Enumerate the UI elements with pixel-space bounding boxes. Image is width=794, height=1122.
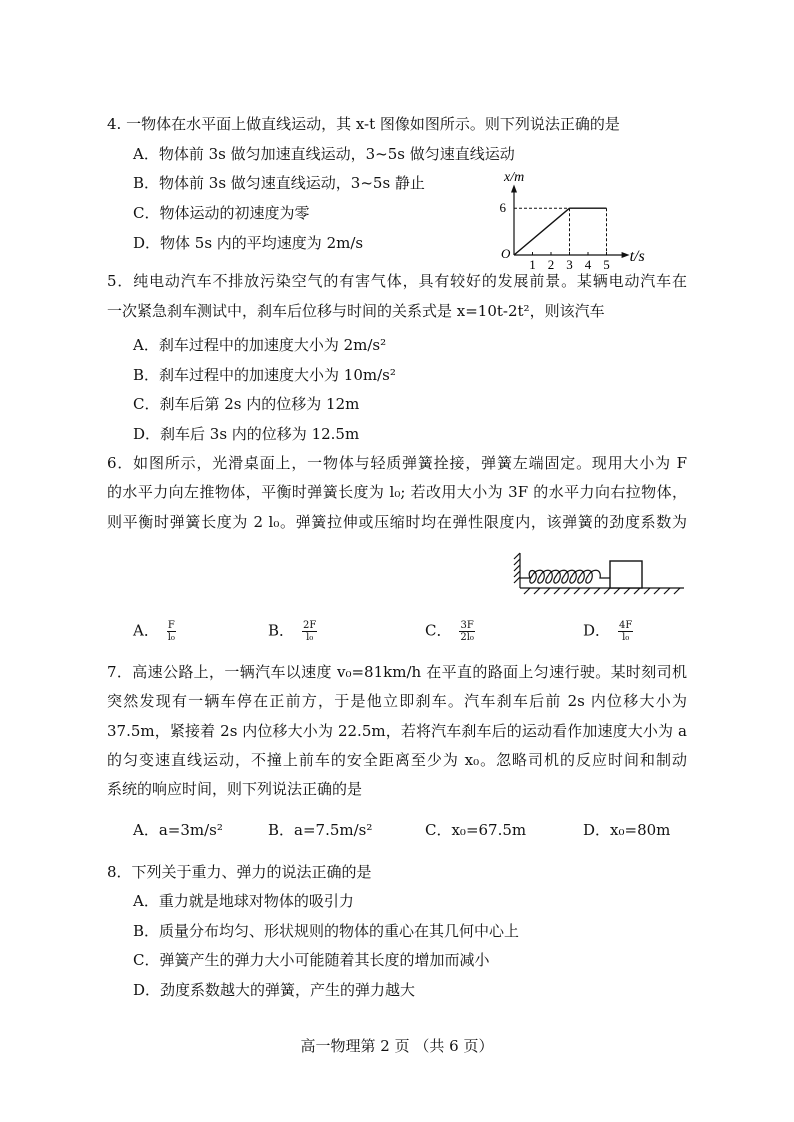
option-letter: C． <box>425 621 452 640</box>
q5-option-d: D．刹车后 3s 内的位移为 12.5m <box>133 425 360 443</box>
option-letter: D． <box>583 621 611 640</box>
fraction-numerator: F <box>167 620 175 631</box>
q6-line-2: 的水平力向左推物体，平衡时弹簧长度为 l₀; 若改用大小为 3F 的水平力向右拉物体， <box>107 483 687 501</box>
q5-option-a: A．刹车过程中的加速度大小为 2m/s² <box>133 336 387 354</box>
fraction-denominator: 2l₀ <box>460 632 474 643</box>
fraction-denominator: l₀ <box>167 632 175 643</box>
x-tick-label: 1 <box>529 257 536 272</box>
fraction <box>459 620 474 643</box>
q6-option-d <box>583 620 633 643</box>
q4-option-b: B．物体前 3s 做匀速直线运动，3~5s 静止 <box>133 174 425 192</box>
q4-stem: 4. 一物体在水平面上做直线运动，其 x-t 图像如图所示。则下列说法正确的是 <box>107 115 620 133</box>
q6-line-3: 则平衡时弹簧长度为 2 l₀。弹簧拉伸或压缩时均在弹性限度内，该弹簧的劲度系数为 <box>107 513 687 531</box>
q7-option-a: A．a=3m/s² <box>133 821 223 839</box>
spring <box>520 570 610 583</box>
fraction-numerator: 4F <box>619 620 633 631</box>
q5-option-c: C．刹车后第 2s 内的位移为 12m <box>133 395 360 413</box>
q5-line-2: 一次紧急刹车测试中，刹车后位移与时间的关系式是 x=10t-2t²，则该汽车 <box>107 302 605 320</box>
q7-option-b: B．a=7.5m/s² <box>268 821 373 839</box>
y-tick-label: 6 <box>499 200 506 216</box>
q7-option-d: D．x₀=80m <box>583 821 671 839</box>
fraction-denominator: l₀ <box>306 632 314 643</box>
fraction-numerator: 3F <box>460 620 474 631</box>
fixed-wall <box>514 553 520 588</box>
q4-option-a: A．物体前 3s 做匀加速直线运动，3~5s 做匀速直线运动 <box>133 145 515 163</box>
page-footer: 高一物理第 2 页 （共 6 页） <box>300 1037 494 1055</box>
q8-option-a: A．重力就是地球对物体的吸引力 <box>133 892 354 910</box>
fraction-numerator: 2F <box>303 620 317 631</box>
x-axis-label: t/s <box>629 248 645 265</box>
q6-option-a <box>133 620 176 643</box>
fraction <box>618 620 633 643</box>
q8-stem: 8．下列关于重力、弹力的说法正确的是 <box>107 863 372 881</box>
fraction-denominator: l₀ <box>622 632 630 643</box>
q6-line-1: 6．如图所示，光滑桌面上，一物体与轻质弹簧拴接，弹簧左端固定。现用大小为 F <box>107 454 687 472</box>
block <box>610 561 642 588</box>
q5-line-1: 5．纯电动汽车不排放污染空气的有害气体，具有较好的发展前景。某辆电动汽车在 <box>107 272 687 290</box>
q8-option-c: C．弹簧产生的弹力大小可能随着其长度的增加而减小 <box>133 951 490 969</box>
origin-label: O <box>501 246 511 261</box>
q7-option-c: C．x₀=67.5m <box>425 821 527 839</box>
option-letter: A． <box>133 621 159 640</box>
fraction <box>167 620 176 643</box>
q7-line-2: 突然发现有一辆车停在正前方，于是他立即刹车。汽车刹车后前 2s 内位移大小为 <box>107 692 687 710</box>
q4-option-c: C．物体运动的初速度为零 <box>133 204 310 222</box>
table-surface <box>520 588 684 594</box>
q5-option-b: B．刹车过程中的加速度大小为 10m/s² <box>133 366 396 384</box>
q7-line-4: 的匀变速直线运动，不撞上前车的安全距离至少为 x₀。忽略司机的反应时间和制动 <box>107 751 687 769</box>
q6-option-b <box>268 620 317 643</box>
q7-line-3: 37.5m，紧接着 2s 内位移大小为 22.5m，若将汽车刹车后的运动看作加速度大小为 a <box>107 722 687 740</box>
q7-line-5: 系统的响应时间，则下列说法正确的是 <box>107 780 363 798</box>
q6-option-c <box>425 620 475 643</box>
x-tick-label: 5 <box>603 257 610 272</box>
x-tick-label: 3 <box>566 257 573 272</box>
x-axis-arrow <box>622 252 630 258</box>
y-axis-label: x/m <box>504 170 525 185</box>
x-tick-label: 4 <box>584 257 592 272</box>
q4-option-d: D．物体 5s 内的平均速度为 2m/s <box>133 234 364 252</box>
spring-block-diagram <box>512 550 688 595</box>
y-axis-arrow <box>511 185 517 193</box>
q8-option-b: B．质量分布均匀、形状规则的物体的重心在其几何中心上 <box>133 922 520 940</box>
fraction <box>302 620 317 643</box>
x-t-chart <box>482 162 702 274</box>
x-tick-label: 2 <box>547 257 555 272</box>
series-segment <box>514 208 570 255</box>
q7-line-1: 7．高速公路上，一辆汽车以速度 v₀=81km/h 在平直的路面上匀速行驶。某时刻司机 <box>107 663 687 681</box>
option-letter: B． <box>268 621 295 640</box>
q8-option-d: D．劲度系数越大的弹簧，产生的弹力越大 <box>133 981 416 999</box>
